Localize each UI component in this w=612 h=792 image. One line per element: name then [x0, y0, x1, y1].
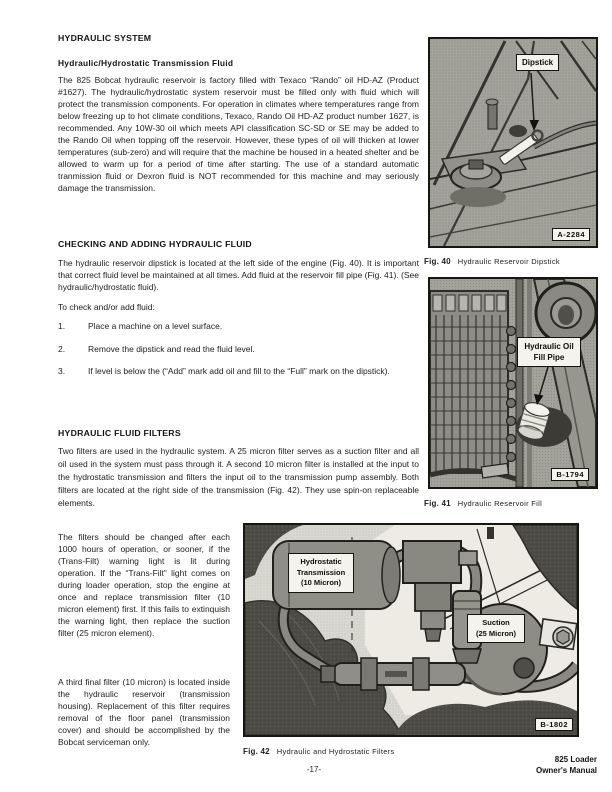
list-intro: To check and/or add fluid: [58, 302, 155, 312]
figure-40-art [430, 39, 596, 246]
fig42-suction-callout [467, 614, 525, 643]
footer-line1: 825 Loader [554, 755, 597, 764]
fig41-fill-pipe-callout [517, 337, 581, 367]
paragraph-transmission-fluid: The 825 Bobcat hydraulic reservoir is factory filled with Texaco “Rando” oil HD-AZ (Product #1627). The hydraulic/hydrostatic system reservoir must be filled only with fluid which will protect the transmission components. For operation in climates where temperatures range from below freezing up to hot climate conditions, Texaco, Rando Oil HD-AZ product number 1627, is recommended. Any 10W-30 oil which meets API classification SC-SD or SE may be added to the Rando Oil when topping off the reservoir. However, these types of oil will thicken at lower temperatures (sub-zero) and will require that the machine be housed in a heated shelter and be allowed to warm up for a period of time after starting. The use of a standard automatic tranmission fluid or Dexron fluid is NOT recommended for this machine and may seriously damage the transmission. [58, 75, 419, 193]
subsection-title-transmission-fluid: Hydraulic/Hydrostatic Transmission Fluid [58, 58, 234, 68]
list-item-number: 3. [58, 366, 66, 376]
fig41-caption-label: Fig. 41 [424, 499, 451, 508]
paragraph-checking: The hydraulic reservoir dipstick is located at the left side of the engine (Fig. 40). It is important that correct fluid level be maintained at all times. Add fluid at the reservoir fill pipe (Fig. 41). (See hydraulic/hydrostatic fluid). [58, 258, 419, 292]
fig42-caption [243, 741, 395, 759]
fig42-callout1-line1: Hydrostatic [300, 557, 342, 566]
fig41-caption [424, 493, 542, 511]
list-item [58, 320, 419, 332]
fig40-caption [424, 251, 560, 269]
figure-41-art [430, 279, 596, 487]
footer-line2: Owner's Manual [535, 766, 597, 775]
fig42-hydrostatic-callout [288, 553, 354, 593]
list-item-number: 2. [58, 343, 66, 354]
fig40-dipstick-callout: Dipstick [516, 54, 559, 71]
paragraph-filters-1: Two filters are used in the hydraulic system. A 25 micron filter serves as a suction filter and all oil used in the system must pass through it. A second 10 micron filter is installed at the input to the hydrostatic transmission and filters the input oil to the transmission pump assembly. Both filters are located at the right side of the transmission (Fig. 42). They use spin-on replaceable elements. [58, 446, 419, 508]
fig40-caption-label: Fig. 40 [424, 257, 451, 266]
check-fluid-list [58, 301, 419, 388]
list-item-text: Place a machine on a level surface. [88, 321, 223, 331]
paragraph-filters-3: A third final filter (10 micron) is located inside the hydraulic reservoir (transmission housing). Replacement of this filter requires removal of the floor panel (transmission cover) and should be accomplished by the Bobcat serviceman only. [58, 677, 230, 747]
list-item [58, 365, 419, 377]
list-item-number: 1. [58, 321, 66, 331]
fig42-photo-id-tag: B-1802 [535, 718, 573, 731]
fig42-callout2-line1: Suction [482, 618, 510, 627]
fig41-callout-line1: Hydraulic Oil [524, 342, 574, 351]
fig40-photo-id-tag: A-2284 [552, 228, 590, 241]
fig41-caption-text: Hydraulic Reservoir Fill [457, 499, 543, 508]
fig41-callout-line2: Fill Pipe [533, 353, 565, 362]
footer-manual-title [536, 754, 597, 776]
fig42-callout2-line2: (25 Micron) [475, 628, 516, 638]
fig42-caption-text: Hydraulic and Hydrostatic Filters [276, 747, 395, 756]
paragraph-filters-2: The filters should be changed after each 1000 hours of operation, or sooner, if the (Trans-Filt) warning light is lit during operation. If the “Trans-Filt” light comes on during loader operation, stop the engine at once and replace transmission filter (10 micron element) first. If this fails to extinquish the warning light, then replace the suction filter (25 micron element). [58, 532, 230, 638]
fig42-callout1-line2: Transmission [296, 567, 346, 577]
list-item [58, 343, 419, 355]
section-title-checking-adding: CHECKING AND ADDING HYDRAULIC FLUID [58, 239, 252, 249]
fig41-photo-id-tag: B-1794 [551, 468, 589, 481]
list-item-text: If level is below the (“Add” mark add oil and fill to the “Full” mark on the dipstick). [88, 366, 390, 376]
figure-42-photo [243, 523, 579, 737]
figure-40-photo [428, 37, 598, 248]
figure-41-photo [428, 277, 598, 489]
fig42-caption-label: Fig. 42 [243, 747, 270, 756]
fig42-callout1-line3: (10 Micron) [300, 578, 341, 587]
page-number: -17- [306, 765, 322, 774]
list-item-text: Remove the dipstick and read the fluid level. [88, 343, 255, 354]
section-title-fluid-filters: HYDRAULIC FLUID FILTERS [58, 428, 181, 438]
section-title-hydraulic-system: HYDRAULIC SYSTEM [58, 33, 152, 43]
fig40-caption-text: Hydraulic Reservoir Dipstick [457, 257, 560, 266]
